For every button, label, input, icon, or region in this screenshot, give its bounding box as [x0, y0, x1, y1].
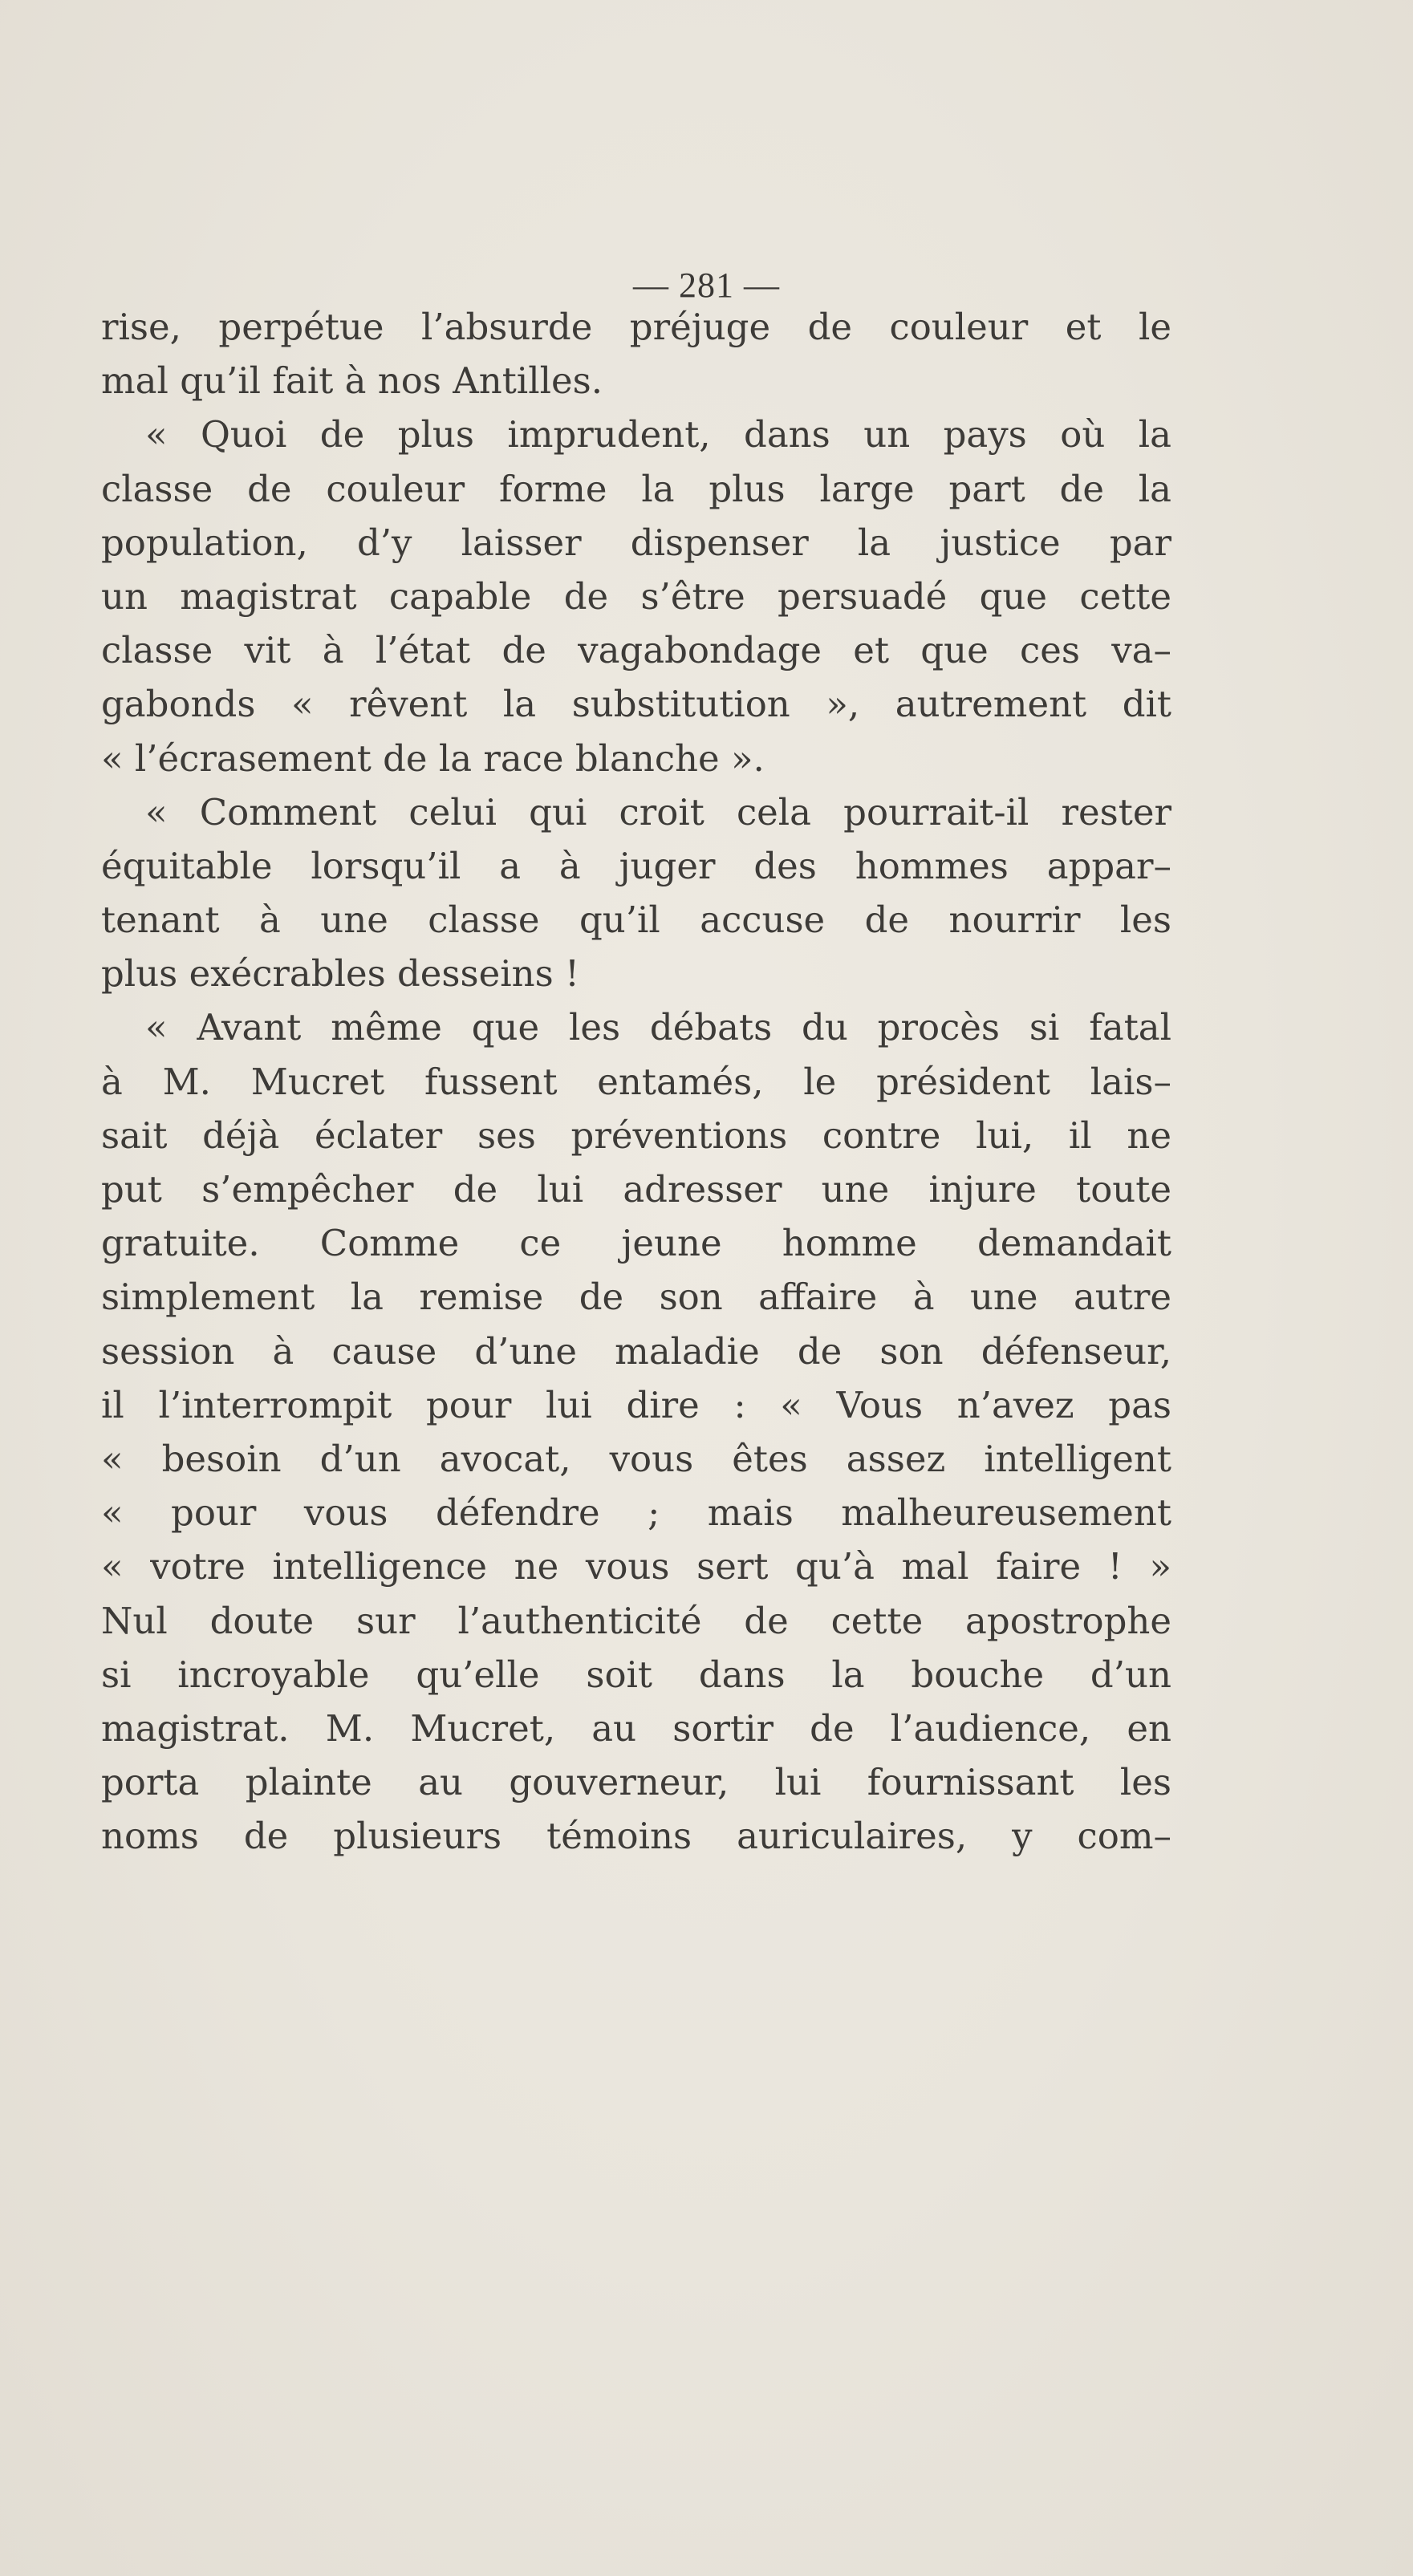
page-number: — 281 —: [633, 266, 780, 305]
text-line: rise, perpétue l’absurde préjuge de couleur et le: [101, 306, 1171, 348]
text-line: plus exécrables desseins !: [101, 952, 580, 996]
text-line: « Avant même que les débats du procès si fatal: [145, 1006, 1171, 1049]
text-line: magistrat. M. Mucret, au sortir de l’audience, en: [101, 1706, 1171, 1750]
text-line: put s’empêcher de lui adresser une injure toute: [101, 1168, 1171, 1211]
text-line: si incroyable qu’elle soit dans la bouche d’un: [101, 1653, 1171, 1696]
text-line: un magistrat capable de s’être persuadé que cette: [101, 574, 1171, 618]
text-line: tenant à une classe qu’il accuse de nourrir les: [101, 899, 1171, 942]
text-line: « Quoi de plus imprudent, dans un pays où la: [145, 413, 1171, 456]
text-line: classe de couleur forme la plus large part de la: [101, 467, 1171, 510]
text-line: « pour vous défendre ; mais malheureusement: [101, 1491, 1171, 1535]
text-line: « besoin d’un avocat, vous êtes assez intelligent: [101, 1437, 1171, 1480]
text-line: porta plainte au gouverneur, lui fournissant les: [101, 1761, 1171, 1804]
text-line: mal qu’il fait à nos Antilles.: [101, 359, 603, 403]
text-line: Nul doute sur l’authenticité de cette apostrophe: [101, 1599, 1171, 1642]
text-line: session à cause d’une maladie de son défenseur,: [101, 1329, 1171, 1373]
text-line: « votre intelligence ne vous sert qu’à mal faire ! »: [101, 1545, 1171, 1588]
text-line: population, d’y laisser dispenser la justice par: [101, 521, 1171, 564]
body-text: [101, 300, 1171, 1863]
text-line: « l’écrasement de la race blanche ».: [101, 736, 765, 780]
text-line: gratuite. Comme ce jeune homme demandait: [101, 1222, 1171, 1265]
text-line: à M. Mucret fussent entamés, le président lais–: [101, 1060, 1171, 1103]
text-line: sait déjà éclater ses préventions contre lui, il ne: [101, 1114, 1171, 1157]
text-line: noms de plusieurs témoins auriculaires, y com–: [101, 1815, 1171, 1858]
text-line: « Comment celui qui croit cela pourrait-il rester: [145, 790, 1171, 834]
text-line: classe vit à l’état de vagabondage et que ces va–: [101, 629, 1171, 672]
text-line: simplement la remise de son affaire à une autre: [101, 1276, 1171, 1319]
text-line: il l’interrompit pour lui dire : « Vous n’avez pas: [101, 1383, 1171, 1426]
text-line: équitable lorsqu’il a à juger des hommes appar–: [101, 844, 1171, 887]
text-line: gabonds « rêvent la substitution », autrement dit: [101, 683, 1171, 726]
